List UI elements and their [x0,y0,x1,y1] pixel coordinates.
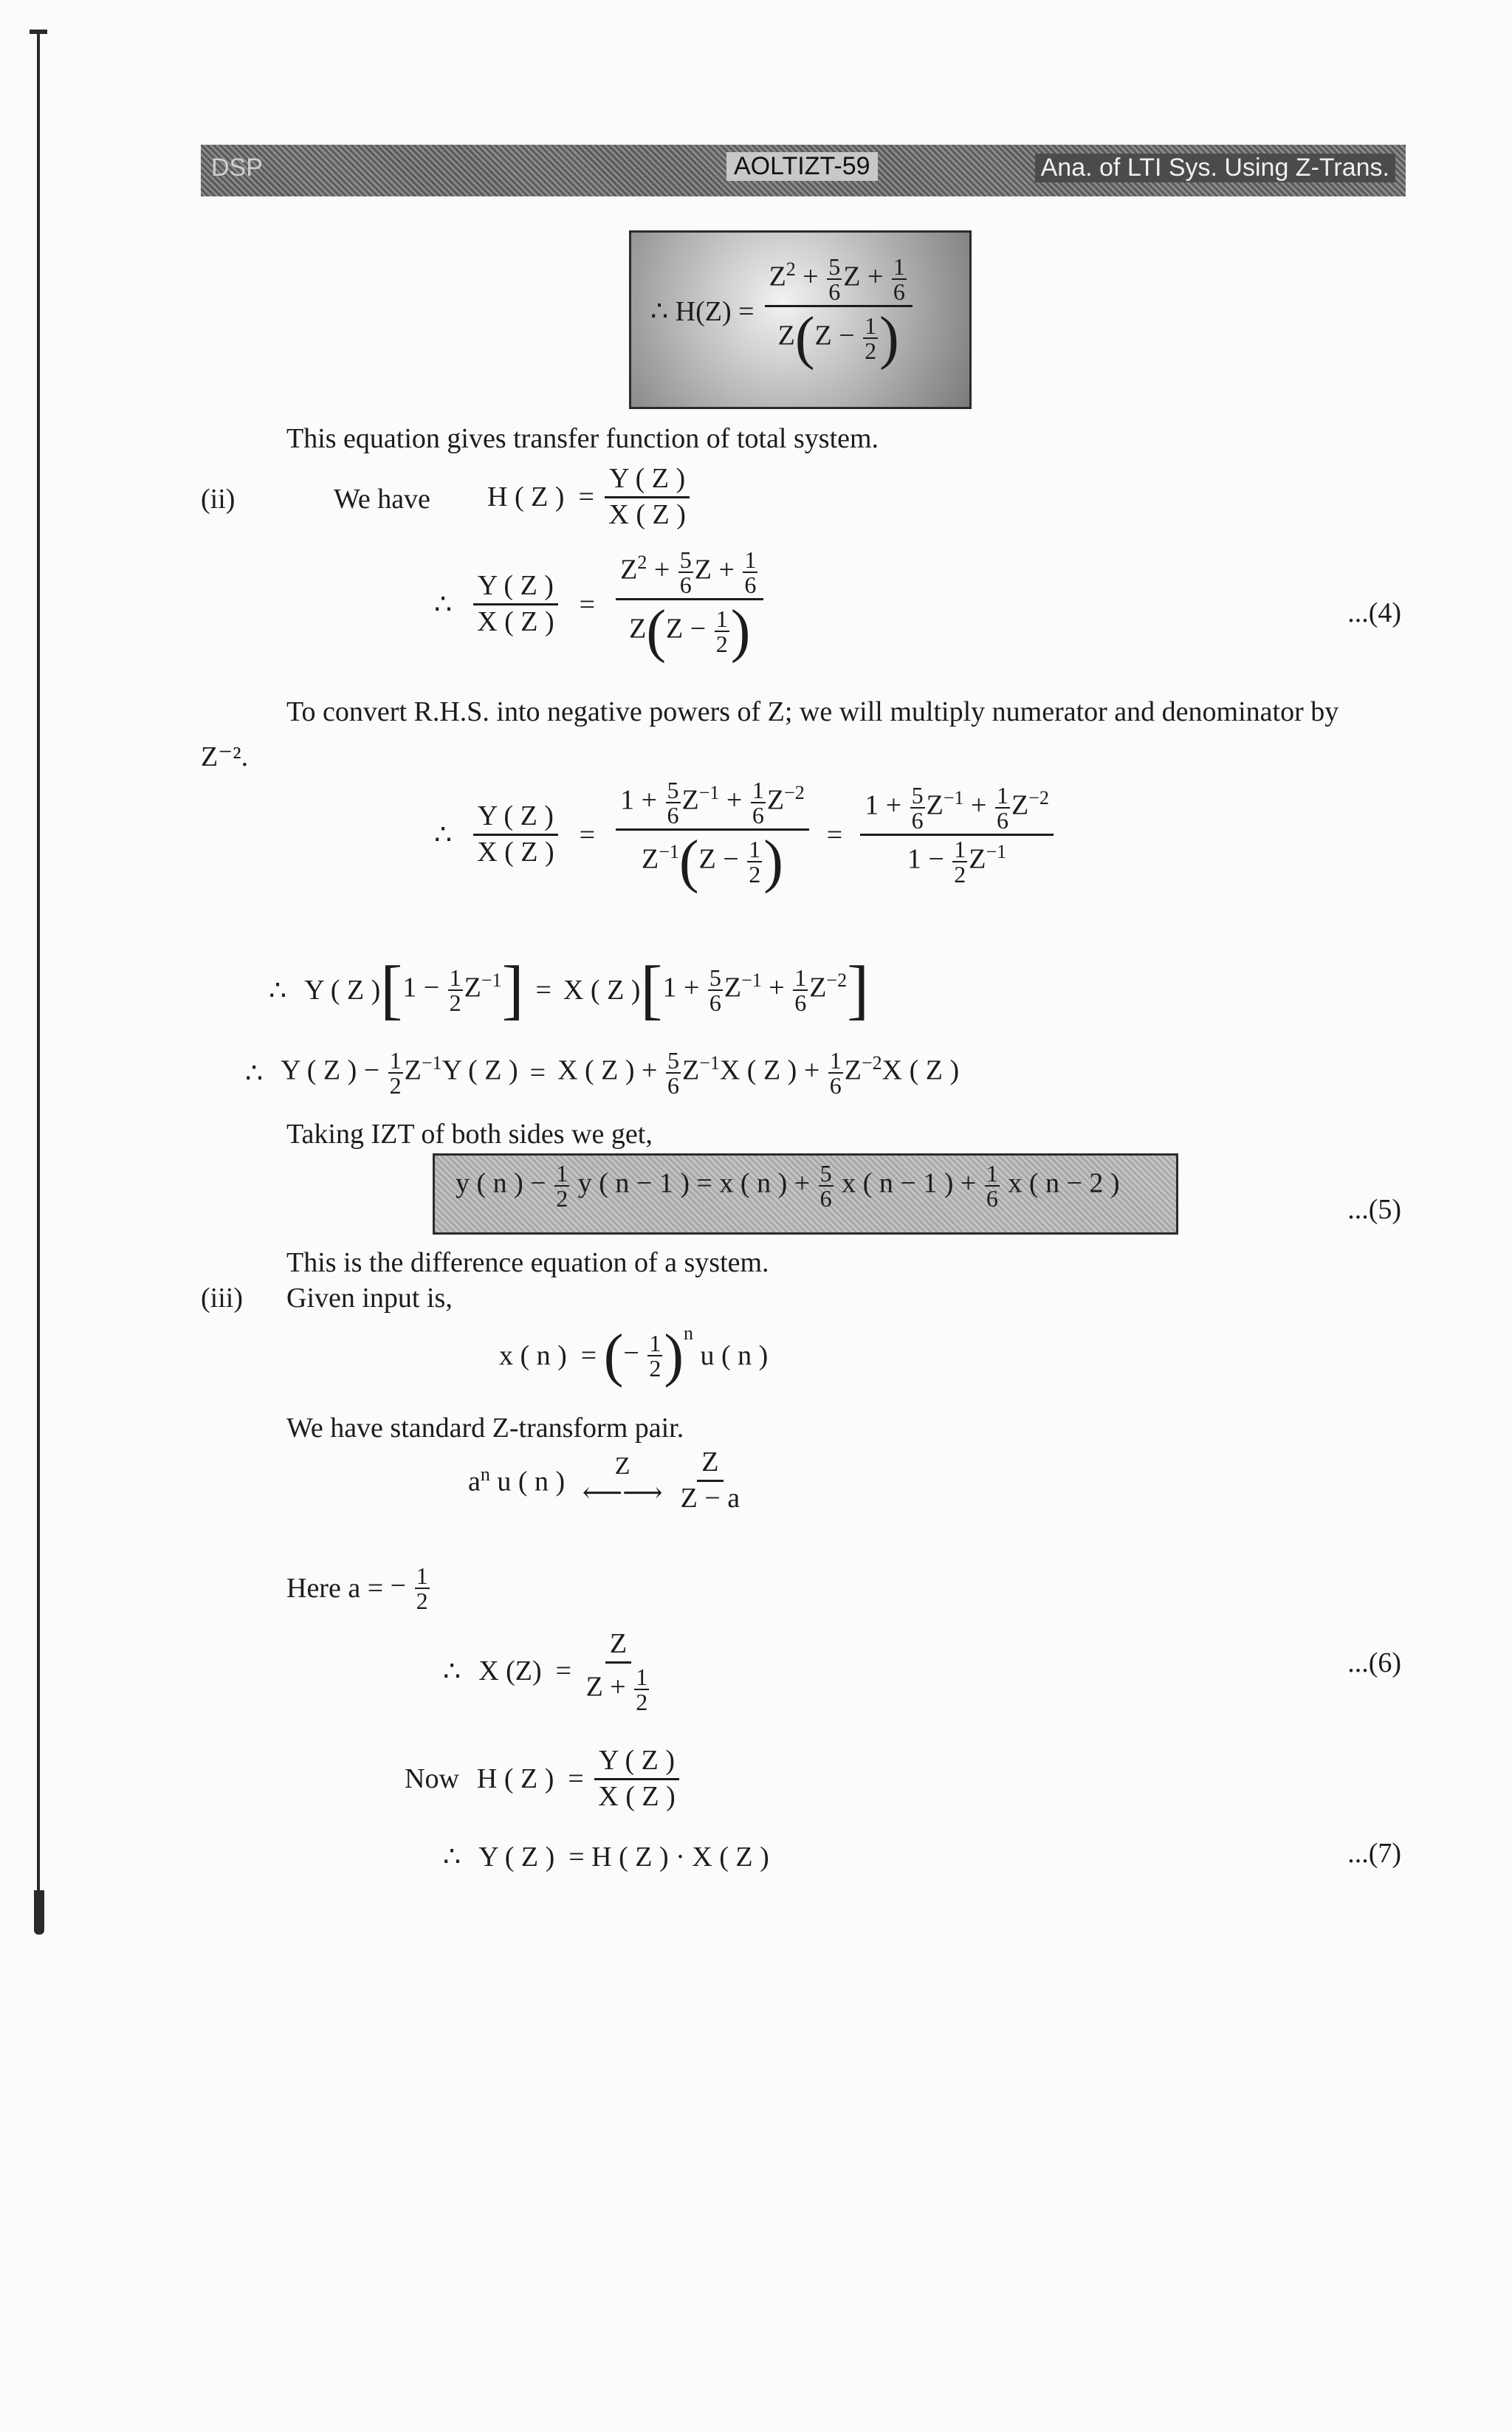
boxed-eq-fraction: $Z^2$ + $\frac{5}{6}$ Z + $\frac{1}{6}$ Z(Z − $\frac{1}{2}$ ) [765,255,913,368]
diff-eq-rendered: y ( n ) − $\frac{1}{2}$ y ( n − 1 ) = x ( n ) + $\frac{5}{6}$ x ( n − 1 ) + $\frac{1}{6}$ x ( n − 2 ) [456,1160,1120,1212]
binding-foot [34,1890,44,1935]
header-left: DSP [211,154,263,182]
eq-h-def: H ( Z ) = $\frac{Y ( Z )}{X ( Z )}$ [487,464,693,531]
eq-bracket-form: ∴ Y ( Z ) [ 1 − $\frac{1}{2}$ $Z^{-1}$ ] = X ( Z ) [ 1 + $\frac{5}{6}$ $Z^{-1}$ + $\frac{1}{6}$ $Z^{-2}$ ] [269,953,870,1026]
item-iii: (iii) [201,1283,243,1314]
boxed-eq-lhs: ∴ H(Z) = [650,296,755,327]
eq-neg-powers: ∴ $\frac{Y ( Z )}{X ( Z )}$ = 1 + $\frac{5}{6}$ $Z^{-1}$ + $\frac{1}{6}$ $Z^{-2}$ $Z^{-1}(Z$ − $\frac{1}{2}$ ) = 1 + $\frac{5}{6}$ $Z^{-1}$ + $\frac{1}{6}$ $Z^{-2}$ 1 − $\frac{1}{2}$ $Z^{-1}$ [434,778,1056,891]
eq-7: ∴ Y ( Z ) = H ( Z ) · X ( Z ) [443,1841,769,1873]
eq-expanded: ∴ Y ( Z ) − $\frac{1}{2}$ $Z^{-1}Y$ ( Z ) = X ( Z ) + $\frac{5}{6}$ $Z^{-1}X$ ( Z ) + $\frac{1}{6}$ $Z^{-2}X$ ( Z ) [245,1047,960,1099]
here-a-label: Here a = [286,1573,384,1604]
header-code: AOLTIZT-59 [726,152,878,181]
eq-number-4: ...(4) [1347,597,1401,628]
text-line1: This equation gives transfer function of total system. [286,423,879,454]
eq-std-pair: $a^n$ u ( n ) Z ⟵⟶ $\frac{Z}{Z - a}$ [468,1447,740,1514]
taking-izt: Taking IZT of both sides we get, [286,1119,653,1150]
eq-4: ∴ $\frac{Y ( Z )}{X ( Z )}$ = $Z^2$ + $\frac{5}{6}$ Z + $\frac{1}{6}$ Z(Z − $\frac{1}{2}$ ) [434,548,766,661]
boxed-eq-content [650,253,915,371]
eq-6: ∴ X (Z) = Z Z + $\frac{1}{2}$ [443,1628,648,1715]
z-minus-2: Z⁻². [201,741,249,772]
eq-input: x ( n ) = ( − $\frac{1}{2}$ ) $^n$ u ( n ) [499,1322,769,1388]
page-header [201,145,1406,196]
convert-line: To convert R.H.S. into negative powers of Z; we will multiply numerator and denominator by [286,696,1339,727]
eq-number-7: ...(7) [1347,1838,1401,1869]
diff-eq-desc: This is the difference equation of a system. [286,1247,769,1278]
here-a: Here a = − $\frac{1}{2}$ [286,1562,428,1614]
header-right: Ana. of LTI Sys. Using Z-Trans. [1035,154,1395,182]
std-pair: We have standard Z-transform pair. [286,1413,684,1444]
now-label: Now [405,1763,459,1795]
we-have: We have [334,484,430,515]
boxed-difference-equation [433,1153,1178,1235]
eq-number-5: ...(5) [1347,1194,1401,1225]
eq-number-6: ...(6) [1347,1647,1401,1678]
binding-line [37,30,40,1920]
given-input: Given input is, [286,1283,453,1314]
eq-h-now: Now H ( Z ) = $\frac{Y ( Z )}{X ( Z )}$ [405,1746,683,1813]
item-ii: (ii) [201,484,236,515]
boxed-transfer-function [629,230,972,409]
